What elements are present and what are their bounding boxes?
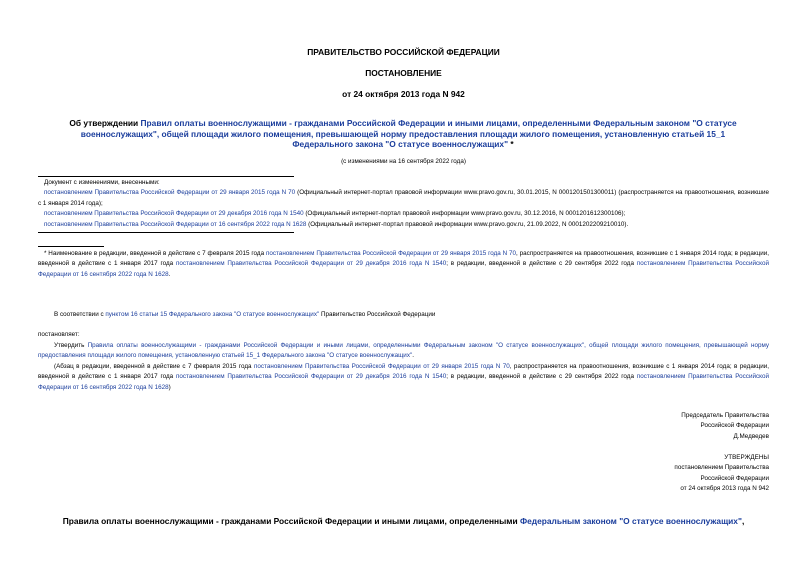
approved-country: Российской Федерации [700,474,769,482]
approved-block [560,453,769,495]
changes-item: постановлением Правительства Российской Федерации от 16 сентября 2022 года N 1628 (Официальный интернет-портал правовой информации www.pravo.gov.ru, 21.09.2022, N 0001202209210010). [44,220,629,228]
signature-block [560,411,769,442]
changes-item: постановлением Правительства Российской Федерации от 29 января 2015 года N 70 (Официальный интернет-портал правовой информации www.pravo.gov.ru, 30.01.2015, N 0001201501300011) (распространяется на правоотношения, возникшие с 1 января 2014 года); [38,189,769,207]
signature-position: Председатель Правительства [681,412,769,419]
changes-item: постановлением Правительства Российской Федерации от 29 декабря 2016 года N 1540 (Официальный интернет-портал правовой информации www.pravo.gov.ru, 30.12.2016, N 0001201612300106); [44,210,626,218]
approved-heading: УТВЕРЖДЕНЫ [724,454,769,461]
document-date-heading: от 24 октября 2013 года N 942 [342,89,465,99]
accordance-paragraph: В соответствии с пунктом 16 статьи 15 Федерального закона "О статусе военнослужащих" Правительство Российской Федерации [54,311,436,318]
approved-date: от 24 октября 2013 года N 942 [680,485,769,493]
footnote-link-2015[interactable]: постановлением Правительства Российской Федерации от 29 января 2015 года N 70 [265,250,517,257]
paragraph-link-2016[interactable]: постановлением Правительства Российской Федерации от 29 декабря 2016 года N 1540 [175,373,447,381]
approved-rules-link[interactable]: Правила оплаты военнослужащими - гражданами Российской Федерации и иными лицами, определенными Федеральным законом "О статусе военнослужащих", общей площади жилого помещения, превышающей норму предоставления площади жилого помещения, установленную статьей 15_1 Федерального закона "О статусе военнослужащих" [38,342,770,360]
footnote-link-2016[interactable]: постановлением Правительства Российской Федерации от 29 декабря 2016 года N 1540 [175,260,447,268]
changes-intro: Документ с изменениями, внесенными: [44,179,160,186]
change-link-2016[interactable]: постановлением Правительства Российской Федерации от 29 декабря 2016 года N 1540 [44,210,304,218]
change-link-2022[interactable]: постановлением Правительства Российской Федерации от 16 сентября 2022 года N 1628 [44,220,307,228]
footnote-link-2022[interactable]: постановлением Правительства Российской Федерации от 16 сентября 2022 года N 1628 [38,260,769,278]
paragraph-edition-note: (Абзац в редакции, введенной в действие с 7 февраля 2015 года постановлением Правительства Российской Федерации от 29 января 2015 года N 70, распространяется на правоотношения, возникшие с 1 января 2014 года; в редакции, введенной в действие с 1 января 2017 года постановлением Правительства Российской Федерации от 29 декабря 2016 года N 1540; в редакции, введенной в действие с 29 сентября 2022 года постановлением Правительства Российской Федерации от 16 сентября 2022 года N 1628) [38,363,769,391]
title-prefix: Об утверждении [69,118,141,128]
government-heading: ПРАВИТЕЛЬСТВО РОССИЙСКОЙ ФЕДЕРАЦИИ [307,47,500,57]
paragraph-link-2022[interactable]: постановлением Правительства Российской Федерации от 16 сентября 2022 года N 1628 [38,373,769,391]
footnote-divider [38,246,104,247]
divider [38,232,294,233]
federal-law-link[interactable]: Федеральным законом "О статусе военнослужащих" [519,516,742,526]
paragraph-link-2015[interactable]: постановлением Правительства Российской Федерации от 29 января 2015 года N 70 [253,363,510,370]
rules-title: Правила оплаты военнослужащими - гражданами Российской Федерации и иными лицами, определенными Федеральным законом "О статусе военнослужащих", [62,516,745,526]
law-article-link[interactable]: пунктом 16 статьи 15 Федерального закона "О статусе военнослужащих" [105,311,320,318]
edition-note: (с изменениями на 16 сентября 2022 года) [341,158,466,165]
signature-country: Российской Федерации [700,422,769,430]
decides-text: постановляет: [38,331,80,338]
changes-block [38,178,769,230]
signature-name: Д.Медведев [733,432,769,440]
title-rules-link[interactable]: Правил оплаты военнослужащими - гражданами Российской Федерации и иными лицами, определенными Федеральным законом "О статусе военнослужащих", общей площади жилого помещения, превышающей норму предоставления площади жилого помещения, установленную статьей 15_1 Федерального закона "О статусе военнослужащих" [80,118,737,150]
document-title [52,118,754,150]
approve-paragraph: Утвердить Правила оплаты военнослужащими - гражданами Российской Федерации и иными лицами, определенными Федеральным законом "О статусе военнослужащих", общей площади жилого помещения, превышающей норму предоставления площади жилого помещения, установленную статьей 15_1 Федерального закона "О статусе военнослужащих". [38,342,770,360]
title-suffix: * [508,139,514,150]
document-type-heading: ПОСТАНОВЛЕНИЕ [365,68,442,78]
footnote-block: * Наименование в редакции, введенной в действие с 7 февраля 2015 года постановлением Правительства Российской Федерации от 29 января 2015 года N 70, распространяется на правоотношения, возникшие с 1 января 2014 года; в редакции, введенной в действие с 1 января 2017 года постановлением Правительства Российской Федерации от 29 декабря 2016 года N 1540; в редакции, введенной в действие с 29 сентября 2022 года постановлением Правительства Российской Федерации от 16 сентября 2022 года N 1628. [38,250,770,278]
change-link-2015[interactable]: постановлением Правительства Российской Федерации от 29 января 2015 года N 70 [44,189,296,197]
approved-by: постановлением Правительства [674,464,769,472]
divider [38,176,294,177]
